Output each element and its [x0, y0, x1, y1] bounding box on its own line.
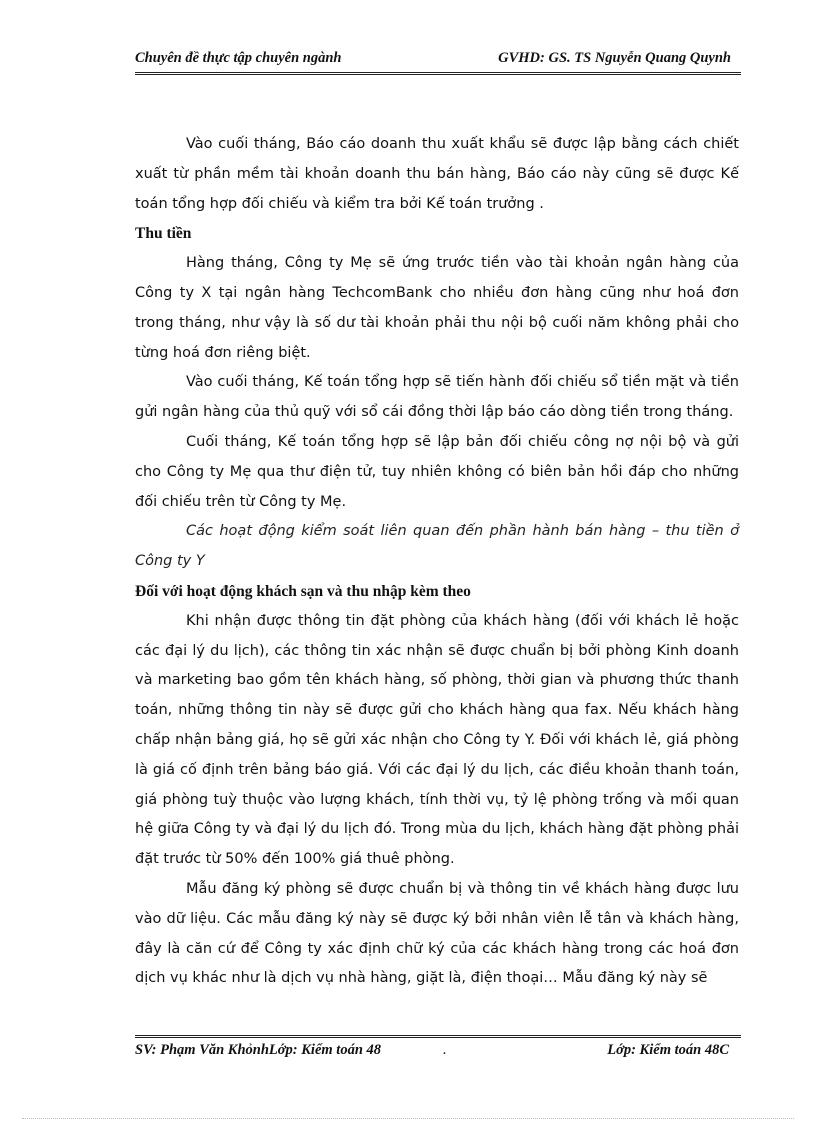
paragraph-export-revenue: Vào cuối tháng, Báo cáo doanh thu xuất khẩu sẽ được lập bằng cách chiết xuất từ phần mềm tài khoản doanh thu bán hàng, Báo cáo này cũng sẽ được Kế toán tổng hợp đối chiếu và kiểm tra bởi Kế toán trưởng . [135, 136, 739, 212]
header-supervisor: GVHD: GS. TS Nguyễn Quang Quynh [498, 50, 731, 66]
page-header [135, 50, 741, 72]
footer-divider [135, 1035, 741, 1038]
header-course-title: Chuyên đề thực tập chuyên ngành [135, 50, 342, 66]
heading-collection: Thu tiền [135, 225, 192, 243]
document-body [135, 130, 739, 994]
page-footer [135, 1042, 741, 1064]
italic-subheading-controls: Các hoạt động kiểm soát liên quan đến phần hành bán hàng – thu tiền ở Công ty Y [135, 523, 739, 570]
header-divider [135, 72, 741, 75]
paragraph-advance-payment: Hàng tháng, Công ty Mẹ sẽ ứng trước tiền vào tài khoản ngân hàng của Công ty X tại ngân hàng TechcomBank cho nhiều đơn hàng cũng như hoá đơn trong tháng, như vậy là số dư tài khoản phải thu nội bộ cuối năm không phải cho từng hoá đơn riêng biệt. [135, 255, 739, 361]
page-bottom-border [22, 1118, 794, 1119]
paragraph-registration-form: Mẫu đăng ký phòng sẽ được chuẩn bị và thông tin về khách hàng được lưu vào dữ liệu. Các mẫu đăng ký này sẽ được ký bởi nhân viên lễ tân và khách hàng, đây là căn cứ để Công ty xác định chữ ký của các khách hàng trong các hoá đơn dịch vụ khác như là dịch vụ nhà hàng, giặt là, điện thoại… Mẫu đăng ký này sẽ [135, 880, 739, 987]
footer-student: SV: Phạm Văn KhỏnhLớp: Kiểm toán 48 [135, 1042, 382, 1058]
footer-class: Lớp: Kiểm toán 48C [607, 1042, 729, 1058]
paragraph-cash-reconciliation: Vào cuối tháng, Kế toán tổng hợp sẽ tiến hành đối chiếu sổ tiền mặt và tiền gửi ngân hàng của thủ quỹ với sổ cái đồng thời lập báo cáo dòng tiền trong tháng. [135, 374, 739, 421]
footer-dot: . [443, 1042, 447, 1058]
heading-hotel-operations: Đối với hoạt động khách sạn và thu nhập kèm theo [135, 582, 471, 600]
paragraph-room-booking: Khi nhận được thông tin đặt phòng của khách hàng (đối với khách lẻ hoặc các đại lý du lịch), các thông tin xác nhận sẽ được chuẩn bị bởi phòng Kinh doanh và marketing bao gồm tên khách hàng, số phòng, thời gian và phương thức thanh toán, những thông tin này sẽ được gửi cho khách hàng qua fax. Nếu khách hàng chấp nhận bảng giá, họ sẽ gửi xác nhận cho Công ty Y. Đối với khách lẻ, giá phòng là giá cố định trên bảng báo giá. Với các đại lý du lịch, các điều khoản thanh toán, giá phòng tuỳ thuộc vào lượng khách, tính thời vụ, tỷ lệ phòng trống và mối quan hệ giữa Công ty và đại lý du lịch đó. Trong mùa du lịch, khách hàng đặt phòng phải đặt trước từ 50% đến 100% giá thuê phòng. [135, 612, 739, 868]
paragraph-intercompany-reconciliation: Cuối tháng, Kế toán tổng hợp sẽ lập bản đối chiếu công nợ nội bộ và gửi cho Công ty Mẹ qua thư điện tử, tuy nhiên không có biên bản hồi đáp cho những đối chiếu trên từ Công ty Mẹ. [135, 433, 739, 510]
